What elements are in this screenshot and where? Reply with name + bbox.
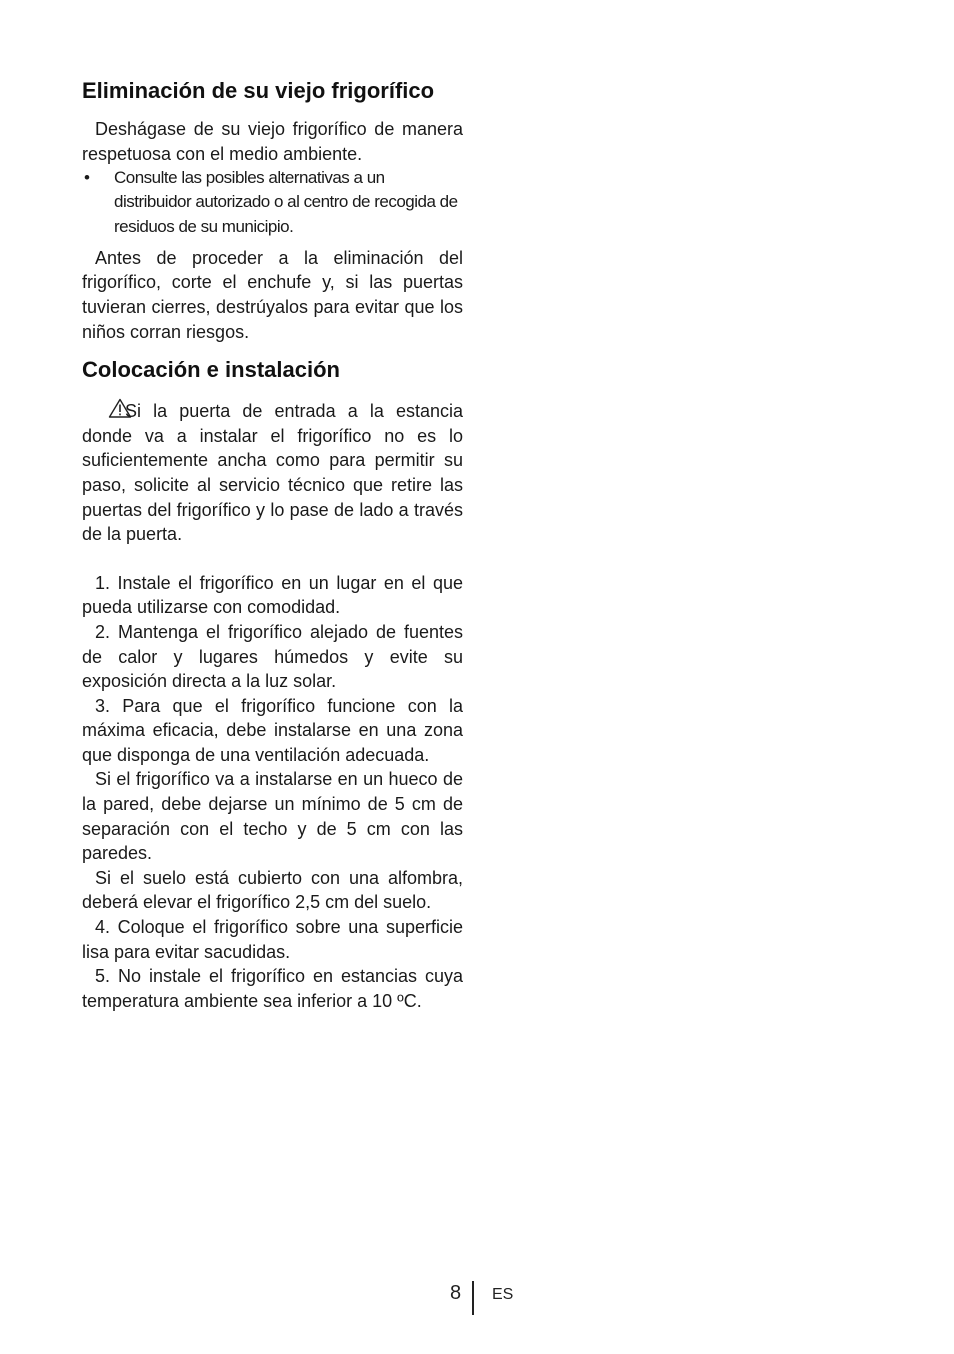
disposal-intro: Deshágase de su viejo frigorífico de manera respetuosa con el medio ambiente.: [82, 119, 463, 164]
installation-item: 2. Mantenga el frigorífico alejado de fuentes de calor y lugares húmedos y evite su exposición directa a la luz solar.: [82, 621, 463, 692]
disposal-paragraph: Antes de proceder a la eliminación del frigorífico, corte el enchufe y, si las puertas tuvieran cierres, destrúyalos para evitar que los niños corran riesgos.: [82, 247, 463, 342]
paragraph-spacer: [82, 547, 463, 571]
page-number: 8: [450, 1282, 462, 1304]
section-title-disposal: Eliminación de su viejo frigorífico: [82, 78, 435, 103]
disposal-bullet-item: [82, 166, 463, 239]
installation-item: 1. Instale el frigorífico en un lugar en el que pueda utilizarse con comodidad.: [82, 572, 463, 618]
installation-item: 3. Para que el frigorífico funcione con la máxima eficacia, debe instalarse en una zona que disponga de una ventilación adecuada.: [82, 695, 463, 765]
page-footer: [0, 1280, 954, 1316]
installation-item: 5. No instale el frigorífico en estancias cuya temperatura ambiente sea inferior a 10 ºC.: [82, 966, 463, 1011]
language-code: ES: [492, 1286, 514, 1303]
warning-text: Si la puerta de entrada a la estancia donde va a instalar el frigorífico no es lo suficientemente ancha como para permitir su paso, solicite al servicio técnico que retire las puertas del frigorífico y lo pase de lado a través de la puerta.: [82, 401, 463, 545]
installation-item: Si el suelo está cubierto con una alfombra, deberá elevar el frigorífico 2,5 cm del suelo.: [82, 867, 463, 913]
main-column: [82, 76, 463, 1013]
footer-divider: [472, 1281, 474, 1315]
warning-paragraph: [82, 398, 463, 547]
installation-item: Si el frigorífico va a instalarse en un hueco de la pared, debe dejarse un mínimo de 5 cm de separación con el techo y de 5 cm con las paredes.: [82, 769, 463, 864]
warning-triangle-icon: [95, 398, 119, 418]
section-title-installation: Colocación e instalación: [82, 357, 340, 383]
bullet-marker: •: [84, 168, 90, 188]
installation-item: 4. Coloque el frigorífico sobre una superficie lisa para evitar sacudidas.: [82, 917, 463, 962]
disposal-bullet-text: Consulte las posibles alternativas a un distribuidor autorizado o al centro de recogida de residuos de su municipio.: [114, 168, 458, 236]
